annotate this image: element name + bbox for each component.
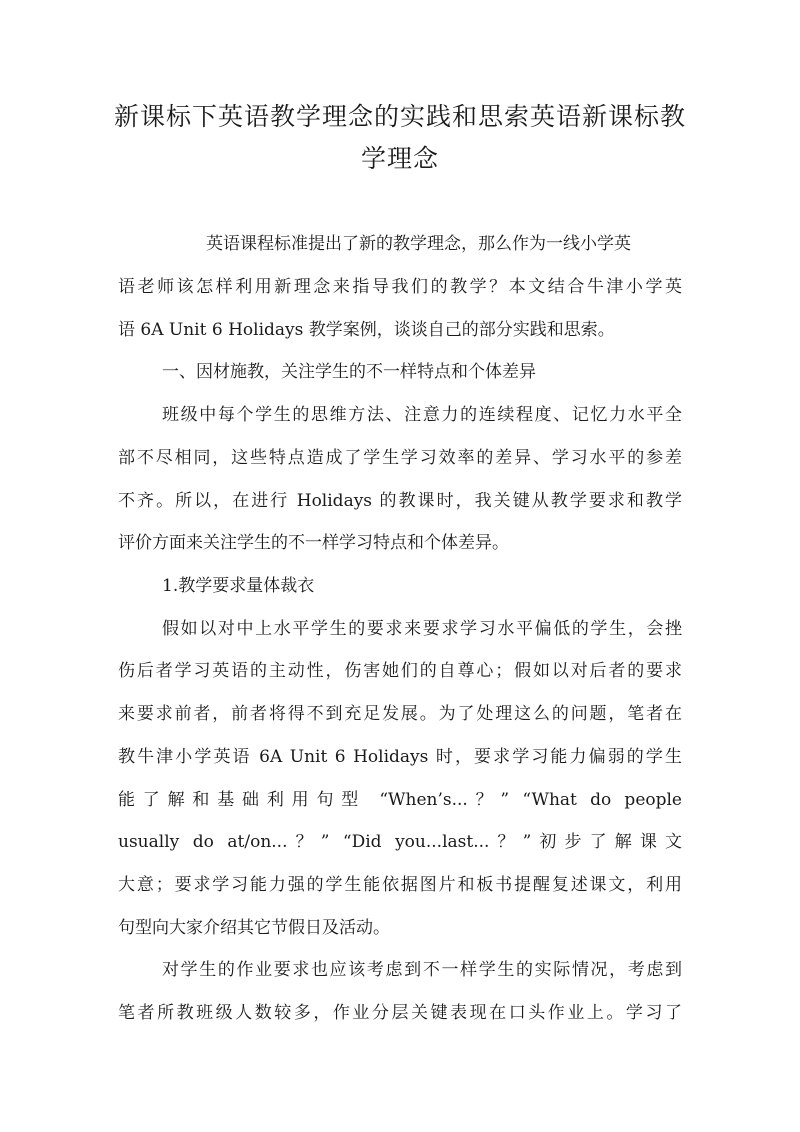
paragraph-line: 语老师该怎样利用新理念来指导我们的教学？本文结合牛津小学英: [118, 277, 682, 297]
subsection-heading: 1.教学要求量体裁衣: [162, 576, 315, 596]
paragraph-line: 对学生的作业要求也应该考虑到不一样学生的实际情况，考虑到: [162, 960, 682, 980]
paragraph-line: 来要求前者，前者将得不到充足发展。为了处理这么的问题，笔者在: [118, 704, 682, 724]
paragraph-line: 部不尽相同，这些特点造成了学生学习效率的差异、学习水平的参差: [118, 448, 682, 468]
document-title: [100, 96, 700, 180]
paragraph-line: 大意；要求学习能力强的学生能依据图片和板书提醒复述课文，利用: [118, 875, 682, 895]
paragraph-line: 伤后者学习英语的主动性，伤害她们的自尊心；假如以对后者的要求: [118, 661, 682, 681]
paragraph-line: 评价方面来关注学生的不一样学习特点和个体差异。: [118, 533, 509, 553]
paragraph-line: 班级中每个学生的思维方法、注意力的连续程度、记忆力水平全: [162, 405, 682, 425]
paragraph-line: 假如以对中上水平学生的要求来要求学习水平偏低的学生，会挫: [162, 619, 682, 639]
paragraph-line: 不齐。所以，在进行 Holidays 的教课时，我关键从教学要求和教学: [118, 491, 682, 511]
section-heading: 一、因材施教，关注学生的不一样特点和个体差异: [162, 362, 536, 382]
paragraph-line: 英语课程标准提出了新的教学理念，那么作为一线小学英: [206, 234, 631, 254]
paragraph-line: usually do at/on...？” “Did you...last...？”初步了解课文: [118, 832, 682, 852]
paragraph-line: 笔者所教班级人数较多，作业分层关键表现在口头作业上。学习了: [118, 1003, 682, 1023]
title-line-2: 学理念: [360, 144, 439, 173]
paragraph-line: 语 6A Unit 6 Holidays 教学案例，谈谈自己的部分实践和思索。: [118, 320, 615, 340]
paragraph-line: 教牛津小学英语 6A Unit 6 Holidays 时，要求学习能力偏弱的学生: [118, 747, 682, 767]
title-line-1: 新课标下英语教学理念的实践和思索英语新课标教: [113, 102, 686, 131]
paragraph-line: 能了解和基础利用句型 “When’s...？” “What do people: [118, 790, 682, 810]
paragraph-line: 句型向大家介绍其它节假日及活动。: [118, 918, 390, 938]
